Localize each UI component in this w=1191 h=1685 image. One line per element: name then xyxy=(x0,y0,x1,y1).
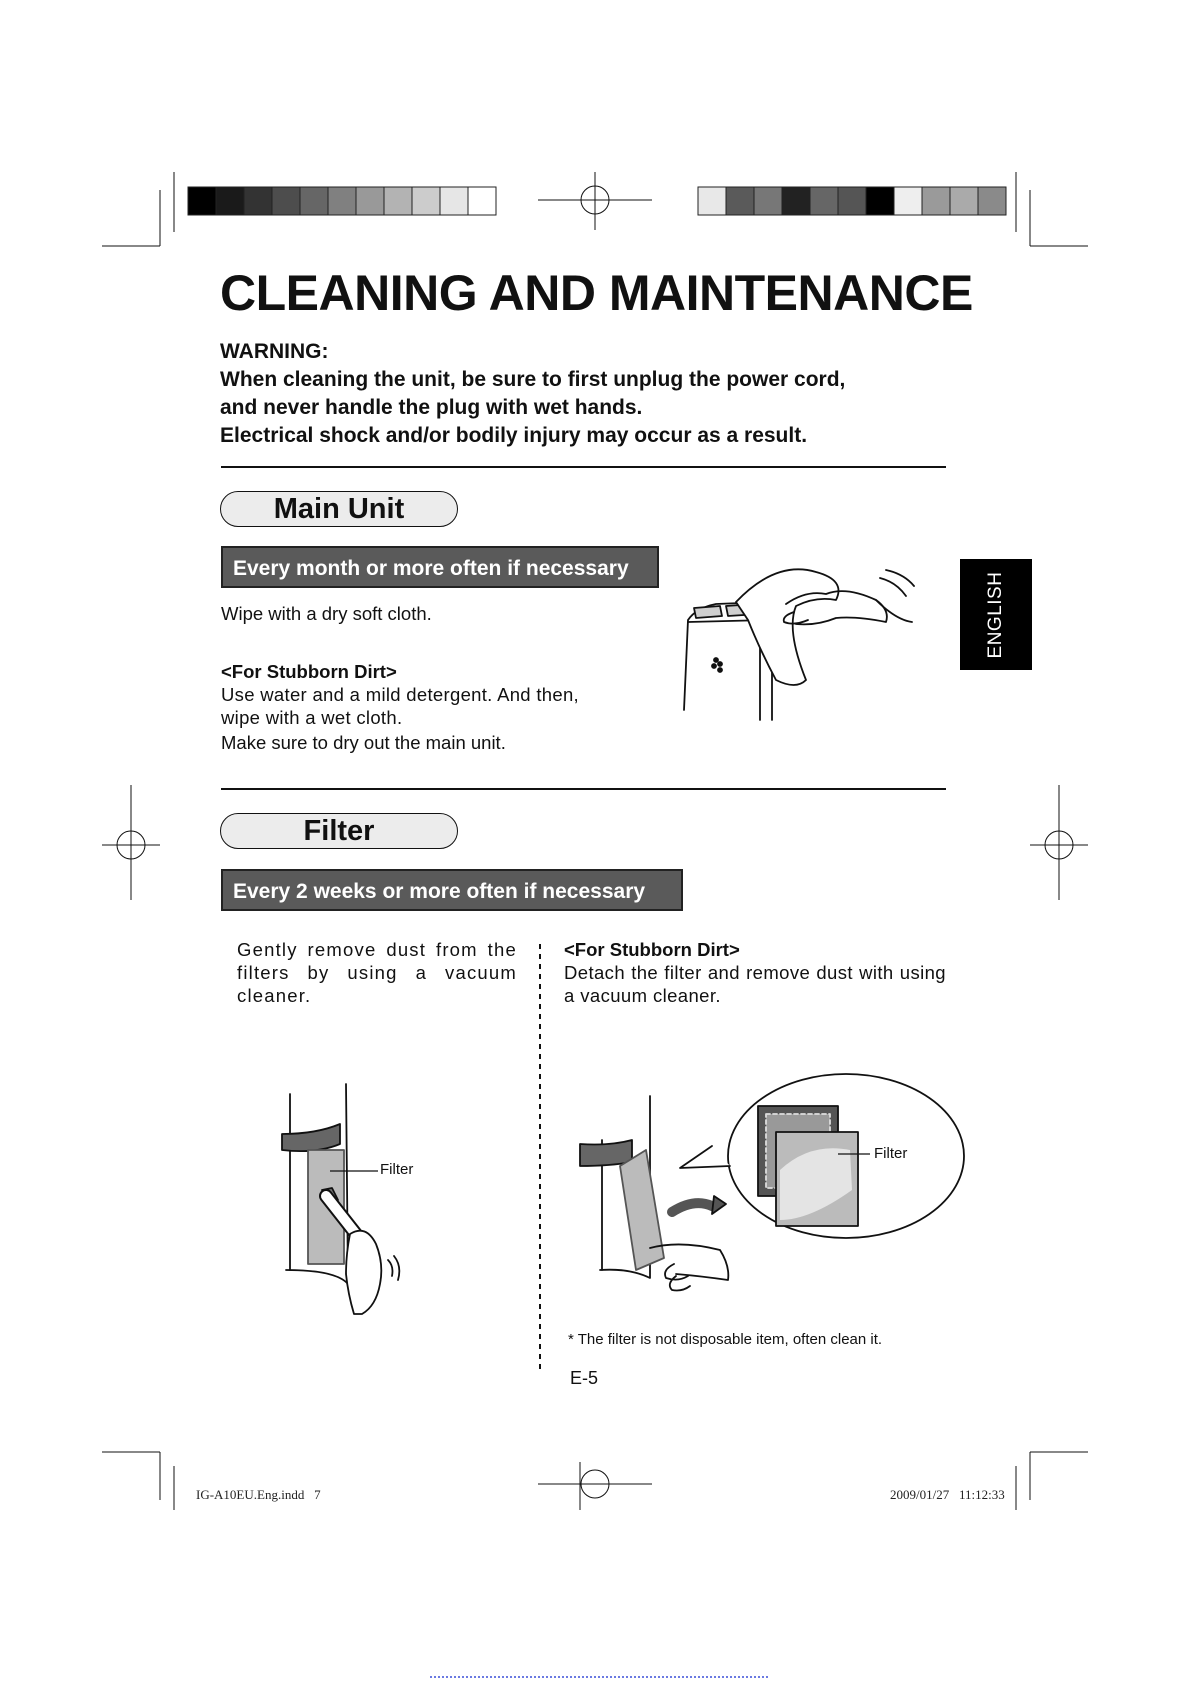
footer-filename: IG-A10EU.Eng.indd 7 xyxy=(196,1487,321,1502)
language-tab xyxy=(960,559,1032,670)
section-divider xyxy=(221,466,946,468)
column-divider xyxy=(538,944,542,1374)
main-unit-stubborn-note: Make sure to dry out the main unit. xyxy=(221,732,506,753)
filter-note: * The filter is not disposable item, often clean it. xyxy=(568,1331,883,1348)
filter-heading: Filter xyxy=(220,813,458,849)
main-unit-frequency-band: Every month or more often if necessary xyxy=(221,546,659,588)
filter-stubborn-heading: <For Stubborn Dirt> xyxy=(564,939,740,960)
main-unit-instruction: Wipe with a dry soft cloth. xyxy=(221,603,432,624)
main-unit-heading: Main Unit xyxy=(220,491,458,527)
warning-line-1: When cleaning the unit, be sure to first unplug the power cord, xyxy=(220,368,846,391)
warning-heading: WARNING: xyxy=(220,340,329,363)
page-number: E-5 xyxy=(570,1368,599,1388)
filter-frequency-band: Every 2 weeks or more often if necessary xyxy=(221,869,683,911)
right-filter-label: Filter xyxy=(874,1145,908,1162)
vacuum-filter-illustration xyxy=(276,1084,436,1324)
left-filter-label: Filter xyxy=(380,1161,414,1178)
warning-line-2: and never handle the plug with wet hands. xyxy=(220,396,643,419)
page-title: CLEANING AND MAINTENANCE xyxy=(220,265,973,321)
warning-line-3: Electrical shock and/or bodily injury may occur as a result. xyxy=(220,424,808,447)
language-tab-label: ENGLISH xyxy=(985,571,1006,658)
footer-timestamp: 2009/01/27 11:12:33 xyxy=(890,1487,1005,1502)
filter-left-text: Gently remove dust from the filters by using a vacuum cleaner. xyxy=(237,939,517,1006)
warning-block xyxy=(220,338,845,450)
main-unit-stubborn-heading: <For Stubborn Dirt> xyxy=(221,661,397,682)
left-filter-leader-line xyxy=(330,1169,380,1173)
filter-stubborn-text: Detach the filter and remove dust with using a vacuum cleaner. xyxy=(564,962,946,1006)
main-unit-stubborn-text: Use water and a mild detergent. And then, wipe with a wet cloth. xyxy=(221,684,579,728)
section-divider-2 xyxy=(221,788,946,790)
detach-filter-illustration xyxy=(580,1070,960,1290)
wiping-unit-illustration xyxy=(676,560,926,730)
